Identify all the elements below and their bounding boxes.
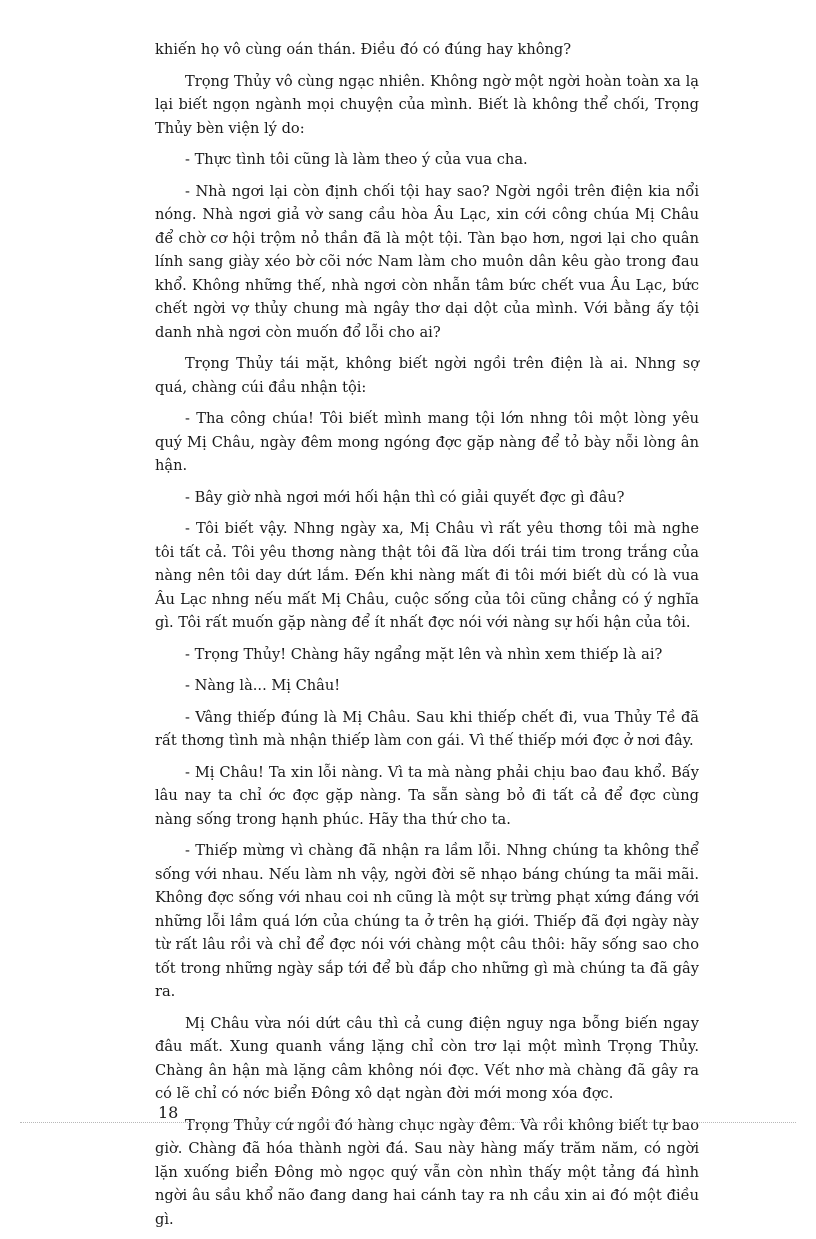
paragraph-12: - Mị Châu! Ta xin lỗi nàng. Vì ta mà nàng phải chịu bao đau khổ. Bấy lâu nay ta chỉ ớc đợc gặp nàng. Ta sẵn sàng bỏ đi tất cả để đợc cùng nàng sống trong hạnh phúc. Hãy tha thứ cho ta. — [155, 763, 699, 828]
paragraph-1: khiến họ vô cùng oán thán. Điều đó có đúng hay không? — [155, 41, 572, 58]
page-number: 18 — [158, 1103, 179, 1122]
page-footer — [0, 1103, 816, 1123]
paragraph-11: - Vâng thiếp đúng là Mị Châu. Sau khi thiếp chết đi, vua Thủy Tề đã rất thơng tình mà nhận thiếp làm con gái. Vì thế thiếp mới đợc ở nơi đây. — [155, 708, 699, 749]
paragraph-8: - Tôi biết vậy. Nhng ngày xa, Mị Châu vì rất yêu thơng tôi mà nghe tôi tất cả. Tôi yêu thơng nàng thật tôi đã lừa dối trái tim trong trắng của nàng nên tôi day dứt lắm. Đến khi nàng mất đi tôi mới biết dù có là vua Âu Lạc nhng nếu mất Mị Châu, cuộc sống của tôi cũng chẳng có ý nghĩa gì. Tôi rất muốn gặp nàng để ít nhất đợc nói với nàng sự hối hận của tôi. — [155, 520, 699, 631]
paragraph-14: Mị Châu vừa nói dứt câu thì cả cung điện nguy nga bỗng biến ngay đâu mất. Xung quanh vắng lặng chỉ còn trơ lại một mình Trọng Thủy. Chàng ân hận mà lặng câm không nói đợc. Vết nhơ mà chàng đã gây ra có lẽ chỉ có nớc biển Đông xô dạt ngàn đời mới mong xóa đợc. — [155, 1014, 699, 1102]
paragraph-15: Trọng Thủy cứ ngồi đó hàng chục ngày đêm. Và rồi không biết tự bao giờ. Chàng đã hóa thành ngời đá. Sau này hàng mấy trăm năm, có ngời lặn xuống biển Đông mò ngọc quý vẫn còn nhìn thấy một tảng đá hình ngời âu sầu khổ não đang dang hai cánh tay ra nh cầu xin ai đó một điều gì. — [155, 1116, 699, 1228]
paragraph-9: - Trọng Thủy! Chàng hãy ngẩng mặt lên và nhìn xem thiếp là ai? — [185, 645, 663, 663]
paragraph-5: Trọng Thủy tái mặt, không biết ngời ngồi trên điện là ai. Nhng sợ quá, chàng cúi đầu nhận tội: — [155, 355, 699, 396]
paragraph-6: - Tha công chúa! Tôi biết mình mang tội lớn nhng tôi một lòng yêu quý Mị Châu, ngày đêm mong ngóng đợc gặp nàng để tỏ bày nỗi lòng ân hận. — [155, 410, 699, 474]
paragraph-13: - Thiếp mừng vì chàng đã nhận ra lầm lỗi. Nhng chúng ta không thể sống với nhau. Nếu làm nh vậy, ngời đời sẽ nhạo báng chúng ta mãi mãi. Không đợc sống với nhau coi nh cũng là một sự trừng phạt xứng đáng với những lỗi lầm quá lớn của chúng ta ở trên hạ giới. Thiếp đã đợi ngày này từ rất lâu rồi và chỉ để đợc nói với chàng một câu thôi: hãy sống sao cho tốt trong những ngày sắp tới để bù đắp cho những gì mà chúng ta đã gây ra. — [155, 842, 699, 1000]
paragraph-2: Trọng Thủy vô cùng ngạc nhiên. Không ngờ một ngời hoàn toàn xa lạ lại biết ngọn ngành mọi chuyện của mình. Biết là không thể chối, Trọng Thủy bèn viện lý do: — [155, 72, 699, 137]
paragraph-3: - Thực tình tôi cũng là làm theo ý của vua cha. — [185, 151, 528, 168]
paragraph-10: - Nàng là... Mị Châu! — [185, 677, 341, 694]
paragraph-7: - Bây giờ nhà ngơi mới hối hận thì có giải quyết đợc gì đâu? — [185, 488, 625, 506]
paragraph-4: - Nhà ngơi lại còn định chối tội hay sao? Ngời ngồi trên điện kia nổi nóng. Nhà ngơi giả vờ sang cầu hòa Âu Lạc, xin cới công chúa Mị Châu để chờ cơ hội trộm nỏ thần đã là một tội. Tàn bạo hơn, ngơi lại cho quân lính sang giày xéo bờ cõi nớc Nam làm cho muôn dân kêu gào trong đau khổ. Không những thế, nhà ngơi còn nhẫn tâm bức chết vua Âu Lạc, bức chết ngời vợ thủy chung mà ngây thơ dại dột của mình. Với bằng ấy tội danh nhà ngơi còn muốn đổ lỗi cho ai? — [155, 182, 699, 341]
document-page — [155, 38, 699, 1239]
